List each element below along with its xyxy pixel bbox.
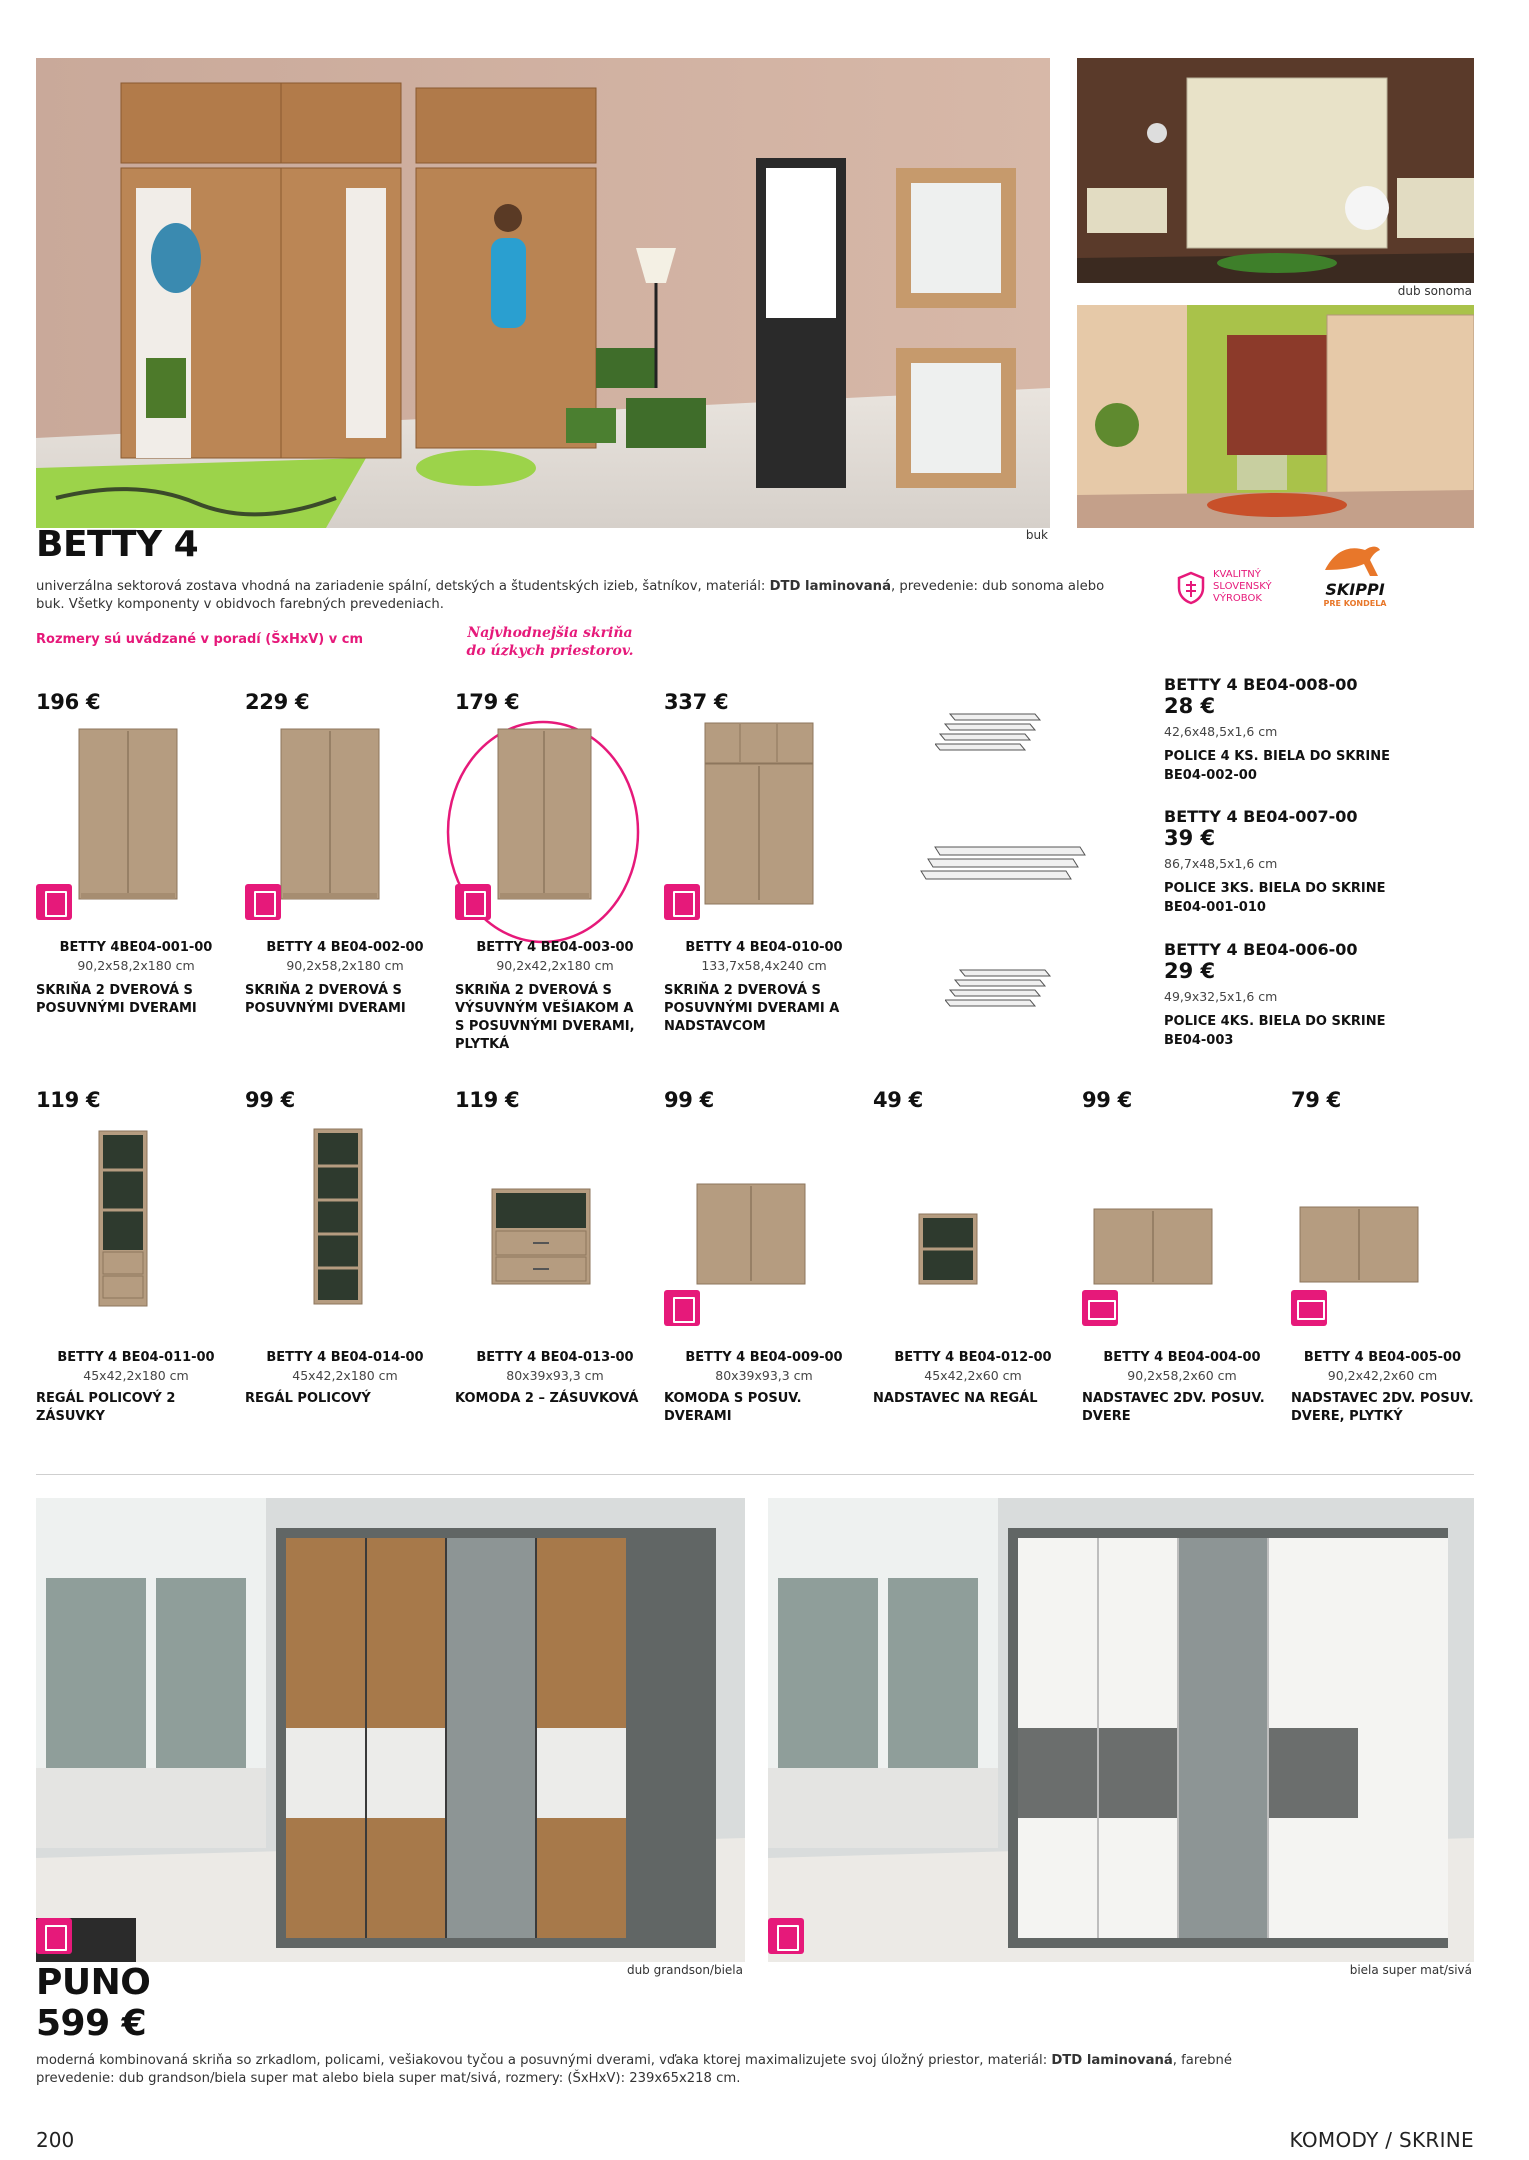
shelf-name: POLICE 3KS. BIELA DO SKRINE BE04-001-010 — [1164, 881, 1386, 915]
product-name: NADSTAVEC 2DV. POSUV. DVERE, PLYTKÝ — [1291, 1391, 1474, 1424]
product-name: REGÁL POLICOVÝ 2 ZÁSUVKY — [36, 1391, 176, 1424]
product-dimensions: 90,2x42,2x60 cm — [1327, 1368, 1438, 1383]
product-price: 99 € — [664, 1088, 714, 1112]
shelf-code: BETTY 4 BE04-007-00 — [1164, 807, 1358, 826]
shelf-name: POLICE 4KS. BIELA DO SKRINE BE04-003 — [1164, 1014, 1386, 1048]
puno-desc-prefix: moderná kombinovaná skriňa so zrkadlom, policami, vešiakovou tyčou a posuvnými dverami, vďaka ktorej maximalizujete svoj úložný priestor, materiál: — [36, 2053, 1052, 2068]
product-price: 99 € — [1082, 1088, 1132, 1112]
product-betty-009[interactable] — [664, 1088, 864, 1428]
product-betty-013[interactable] — [455, 1088, 655, 1428]
product-price: 229 € — [245, 690, 310, 714]
shelf-item-008[interactable] — [1164, 675, 1424, 785]
product-code: BETTY 4 BE04-010-00 — [685, 940, 843, 955]
badge-line-2: SLOVENSKÝ — [1213, 581, 1272, 592]
betty-desc-suffix: , prevedenie: dub sonoma alebo buk. Všetky komponenty v obidvoch farebných prevedeniach. — [36, 579, 1105, 612]
wardrobe-image — [78, 728, 178, 903]
puno-title: PUNO — [36, 1962, 151, 2003]
product-price: 179 € — [455, 690, 520, 714]
betty-interior-photo — [1077, 305, 1474, 528]
betty-hero-photo — [36, 58, 1050, 528]
wardrobe-image — [497, 728, 592, 903]
product-betty-012[interactable] — [873, 1088, 1073, 1428]
product-code: BETTY 4 BE04-004-00 — [1103, 1350, 1261, 1365]
shelf-code: BETTY 4 BE04-006-00 — [1164, 940, 1358, 959]
product-name: SKRIŇA 2 DVEROVÁ S VÝSUVNÝM VEŠIAKOM A S POSUVNÝMI DVERAMI, PLYTKÁ — [455, 983, 635, 1052]
product-dimensions: 90,2x58,2x180 cm — [286, 958, 404, 973]
puno-white-photo — [768, 1498, 1474, 1962]
wardrobe-type-icon — [245, 884, 281, 920]
badge-line-1: KVALITNÝ — [1213, 569, 1261, 580]
top-unit-type-icon — [1291, 1290, 1327, 1326]
product-dimensions: 90,2x58,2x60 cm — [1127, 1368, 1237, 1383]
product-code: BETTY 4 BE04-009-00 — [685, 1350, 843, 1365]
product-code: BETTY 4 BE04-012-00 — [894, 1350, 1052, 1365]
product-code: BETTY 4 BE04-002-00 — [266, 940, 424, 955]
product-name: KOMODA 2 – ZÁSUVKOVÁ — [455, 1391, 639, 1406]
puno-desc-suffix: , farebné prevedenie: dub grandson/biela super mat alebo biela super mat/sivá, rozmery: (ŠxHxV): 239x65x218 cm. — [36, 2053, 1232, 2086]
top-unit-image — [918, 1213, 978, 1288]
product-betty-014[interactable] — [245, 1088, 445, 1428]
dresser-image — [491, 1188, 591, 1288]
puno-type-icon — [36, 1918, 72, 1954]
product-dimensions: 80x39x93,3 cm — [506, 1368, 604, 1383]
top-unit-type-icon — [1082, 1290, 1118, 1326]
caption-puno-left: dub grandson/biela — [626, 1963, 743, 1977]
product-betty-003[interactable] — [455, 690, 655, 1070]
shelf-item-007[interactable] — [1164, 807, 1424, 917]
product-price: 337 € — [664, 690, 729, 714]
product-dimensions: 45x42,2x60 cm — [924, 1368, 1022, 1383]
product-betty-001[interactable] — [36, 690, 236, 1070]
caption-puno-right: biela super mat/sivá — [1349, 1963, 1472, 1977]
skippi-sub: PRE KONDELA — [1323, 599, 1387, 608]
product-dimensions: 90,2x58,2x180 cm — [77, 958, 195, 973]
puno-desc-material: DTD laminovaná — [1051, 2053, 1173, 2068]
product-price: 119 € — [455, 1088, 520, 1112]
product-dimensions: 90,2x42,2x180 cm — [496, 958, 614, 973]
product-price: 49 € — [873, 1088, 923, 1112]
product-dimensions: 45x42,2x180 cm — [83, 1368, 189, 1383]
puno-description — [36, 2052, 1236, 2088]
kangaroo-icon — [1320, 540, 1390, 580]
product-name: NADSTAVEC NA REGÁL — [873, 1391, 1038, 1406]
dresser-image — [696, 1183, 806, 1288]
product-dimensions: 80x39x93,3 cm — [715, 1368, 813, 1383]
product-price: 79 € — [1291, 1088, 1341, 1112]
wardrobe-type-icon — [455, 884, 491, 920]
product-code: BETTY 4 BE04-013-00 — [476, 1350, 634, 1365]
shelf-item-006[interactable] — [1164, 940, 1424, 1050]
puno-oak-photo — [36, 1498, 745, 1962]
shelves-image-2 — [920, 843, 1090, 888]
product-betty-005[interactable] — [1291, 1088, 1474, 1428]
shelf-unit-image — [313, 1128, 363, 1308]
puno-price: 599 € — [36, 2003, 147, 2044]
product-betty-004[interactable] — [1082, 1088, 1282, 1428]
product-price: 119 € — [36, 1088, 101, 1112]
betty-desc-prefix: univerzálna sektorová zostava vhodná na zariadenie spální, detských a študentských izieb, šatníkov, materiál: — [36, 579, 770, 594]
quality-badge — [1175, 567, 1305, 617]
shelf-name: POLICE 4 KS. BIELA DO SKRINE BE04-002-00 — [1164, 749, 1391, 783]
dimensions-note: Rozmery sú uvádzané v poradí (ŠxHxV) v cm — [36, 632, 363, 647]
badge-line-3: VÝROBOK — [1213, 593, 1262, 604]
shelf-price: 39 € — [1164, 826, 1216, 850]
shield-icon — [1175, 571, 1207, 605]
product-name: NADSTAVEC 2DV. POSUV. DVERE — [1082, 1391, 1265, 1424]
product-price: 99 € — [245, 1088, 295, 1112]
shelf-dimensions: 42,6x48,5x1,6 cm — [1164, 724, 1278, 739]
page-category: KOMODY / SKRINE — [1289, 2128, 1474, 2152]
skippi-brand: SKIPPI — [1325, 580, 1385, 599]
shelf-code: BETTY 4 BE04-008-00 — [1164, 675, 1358, 694]
caption-buk: buk — [1025, 528, 1048, 542]
product-name: SKRIŇA 2 DVEROVÁ S POSUVNÝMI DVERAMI A NADSTAVCOM — [664, 983, 840, 1034]
shelf-dimensions: 49,9x32,5x1,6 cm — [1164, 989, 1278, 1004]
product-name: REGÁL POLICOVÝ — [245, 1391, 371, 1406]
wardrobe-type-icon — [664, 884, 700, 920]
product-code: BETTY 4BE04-001-00 — [59, 940, 213, 955]
product-price: 196 € — [36, 690, 101, 714]
product-name: KOMODA S POSUV. DVERAMI — [664, 1391, 802, 1424]
handwritten-note: Najvhodnejšia skriňa do úzkych priestorov. — [466, 625, 634, 659]
product-dimensions: 133,7x58,4x240 cm — [701, 958, 827, 973]
product-code: BETTY 4 BE04-005-00 — [1303, 1350, 1462, 1365]
shelf-unit-image — [98, 1130, 148, 1310]
betty-sonoma-photo — [1077, 58, 1474, 283]
skippi-logo — [1310, 540, 1400, 615]
caption-sonoma: dub sonoma — [1397, 284, 1472, 298]
dresser-type-icon — [664, 1290, 700, 1326]
product-dimensions: 45x42,2x180 cm — [292, 1368, 398, 1383]
wardrobe-image — [704, 722, 814, 907]
shelves-image-3 — [945, 968, 1055, 1018]
section-divider — [36, 1474, 1474, 1475]
puno-type-icon — [768, 1918, 804, 1954]
page-number: 200 — [36, 2128, 75, 2152]
product-betty-002[interactable] — [245, 690, 445, 1070]
betty-description — [36, 578, 1136, 614]
wardrobe-type-icon — [36, 884, 72, 920]
wardrobe-image — [280, 728, 380, 903]
product-name: SKRIŇA 2 DVEROVÁ S POSUVNÝMI DVERAMI — [245, 983, 406, 1016]
betty-desc-material: DTD laminovaná — [769, 579, 891, 594]
betty-title: BETTY 4 — [36, 524, 199, 565]
product-code: BETTY 4 BE04-003-00 — [476, 940, 634, 955]
shelves-image-1 — [935, 712, 1045, 762]
top-unit-image — [1093, 1208, 1213, 1288]
shelf-price: 28 € — [1164, 694, 1216, 718]
product-betty-011[interactable] — [36, 1088, 236, 1428]
shelf-dimensions: 86,7x48,5x1,6 cm — [1164, 856, 1278, 871]
product-name: SKRIŇA 2 DVEROVÁ S POSUVNÝMI DVERAMI — [36, 983, 197, 1016]
product-code: BETTY 4 BE04-011-00 — [57, 1350, 215, 1365]
shelf-price: 29 € — [1164, 959, 1216, 983]
product-betty-010[interactable] — [664, 690, 864, 1070]
top-unit-image — [1299, 1206, 1419, 1286]
product-code: BETTY 4 BE04-014-00 — [266, 1350, 424, 1365]
